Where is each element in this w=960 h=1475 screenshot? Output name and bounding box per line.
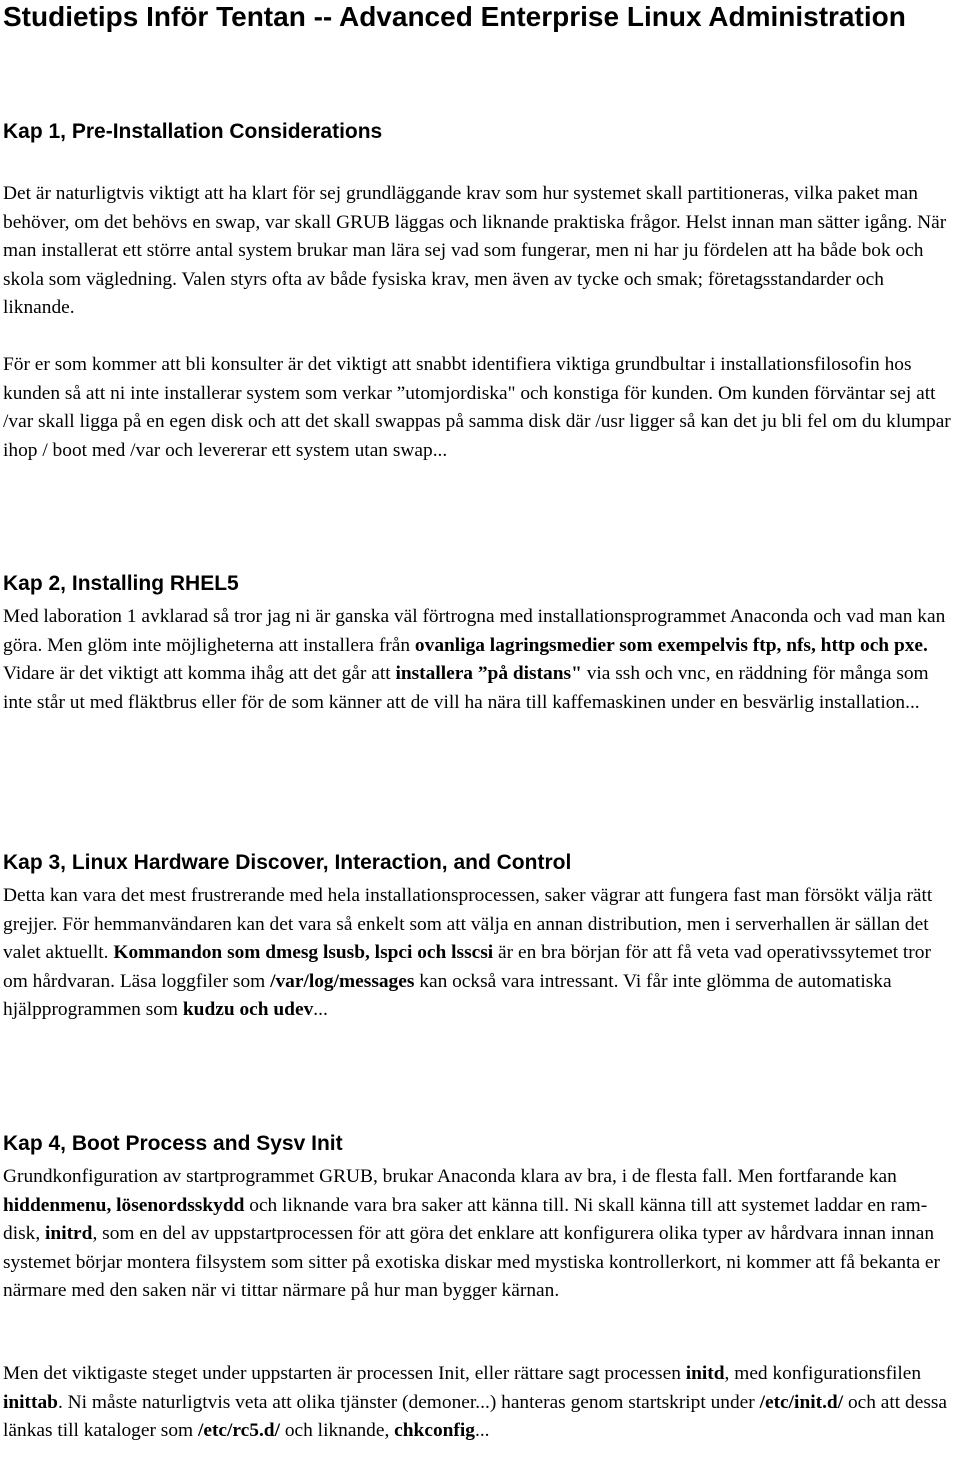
chapter-heading: Kap 4, Boot Process and Sysv Init xyxy=(3,1132,343,1155)
bold-text-run: /etc/rc5.d/ xyxy=(197,1420,280,1442)
text-run: Vidare är det viktigt att komma ihåg att det går att xyxy=(3,663,396,685)
text-run: och att dessa länkas till kataloger som xyxy=(3,1391,948,1442)
text-run: Det är naturligtvis viktigt att ha klart för sej grundläggande krav som hur systemet skall partitioneras, vilka paket man behöver, om det behövs en swap, var skall GRUB läggas och liknande praktiska frågor. Helst innan man sätter igång. När man installerat ett större antal system brukar man lära sej vad som fungerar, men ni har ju fördelen att ha både bok och skola som vägledning. Valen styrs ofta av både fysiska krav, men även av tycke och smak; företagsstandarder och liknande. xyxy=(3,183,947,319)
bold-text-run: inittab xyxy=(3,1391,58,1413)
bold-text-run: hiddenmenu, lösenordsskydd xyxy=(3,1194,245,1216)
bold-text-run: initd xyxy=(685,1363,725,1384)
bold-text-run: /etc/init.d/ xyxy=(759,1391,844,1413)
text-run: ... xyxy=(313,999,328,1021)
text-run: och liknande, xyxy=(279,1420,395,1442)
text-run: För er som kommer att bli konsulter är det viktigt att snabbt identifiera viktiga grundbultar i installationsfilosofin hos kunden så att ni inte installerar system som verkar ”utomjordiska" och konstiga för kunden. Om kunden förväntar sej att /var skall ligga på en egen disk och att det skall swappas på samma disk där /usr ligger så kan det ju bli fel om du klumpar ihop / boot med /var och levererar ett system utan swap... xyxy=(3,354,951,461)
bold-text-run: initrd xyxy=(45,1223,93,1245)
bold-text-run: installera ”på distans" xyxy=(395,663,582,685)
text-run: , med konfigurationsfilen xyxy=(724,1363,922,1384)
bold-text-run: Kommandon som dmesg lsusb, lspci och lsscsi xyxy=(113,942,494,964)
text-run: är en bra början för att få veta vad operativssytemet tror om hårdvaran. Läsa loggfiler som xyxy=(3,942,931,992)
text-run: Men det viktigaste steget under uppstarten är processen Init, eller rättare sagt processen xyxy=(3,1363,686,1384)
bold-text-run: ovanliga lagringsmedier som exempelvis ftp, nfs, http och pxe. xyxy=(414,634,928,656)
chapter-heading: Kap 3, Linux Hardware Discover, Interaction, and Control xyxy=(3,851,572,874)
text-run: . Ni måste naturligtvis veta att olika tjänster (demoner...) hanteras genom startskript under xyxy=(57,1391,760,1413)
document-title: Studietips Inför Tentan -- Advanced Enterprise Linux Administration xyxy=(3,1,906,32)
chapter-paragraph xyxy=(3,351,958,465)
chapter-paragraph xyxy=(3,882,958,1025)
text-run: Med laboration 1 avklarad så tror jag ni är ganska väl förtrogna med installationsprogrammet Anaconda och vad man kan göra. Men glöm inte möjligheterna att installera från xyxy=(3,606,946,656)
text-run: , som en del av uppstartprocessen för att göra det enklare att konfigurera olika typer av hårdvara innan innan systemet börjar montera filsystem som sitter på exotiska diskar med mystiska kontrollerkort, ni kommer att få bekanta er närmare med den saken när vi tittar närmare på hur man bygger kärnan. xyxy=(3,1223,940,1302)
chapter-paragraph xyxy=(3,1360,958,1446)
text-run: kan också vara intressant. Vi får inte glömma de automatiska hjälpprogrammen som xyxy=(3,970,892,1021)
text-run: och liknande vara bra saker att känna till. Ni skall känna till att systemet laddar en ram-disk, xyxy=(3,1194,928,1245)
chapter-paragraph xyxy=(3,603,958,717)
chapter-heading: Kap 1, Pre-Installation Considerations xyxy=(3,120,383,143)
bold-text-run: chkconfig xyxy=(394,1420,475,1442)
bold-text-run: /var/log/messages xyxy=(270,970,415,992)
text-run: via ssh och vnc, en räddning för många som inte står ut med fläktbrus eller för de som känner att de vill ha nära till kaffemaskinen under en besvärlig installation... xyxy=(3,663,929,713)
bold-text-run: kudzu och udev xyxy=(182,999,314,1021)
chapter-heading: Kap 2, Installing RHEL5 xyxy=(3,572,239,595)
chapter-paragraph xyxy=(3,180,958,323)
text-run: Detta kan vara det mest frustrerande med hela installationsprocessen, saker vägrar att fungera fast man försökt välja rätt grejjer. För hemmanvändaren kan det vara så enkelt som att välja en annan distribution, men i serverhallen är sällan det valet aktuellt. xyxy=(3,885,933,964)
chapter-paragraph xyxy=(3,1163,958,1306)
text-run: ... xyxy=(474,1420,490,1442)
text-run: Grundkonfiguration av startprogrammet GRUB, brukar Anaconda klara av bra, i de flesta fall. Men fortfarande kan xyxy=(3,1166,897,1187)
